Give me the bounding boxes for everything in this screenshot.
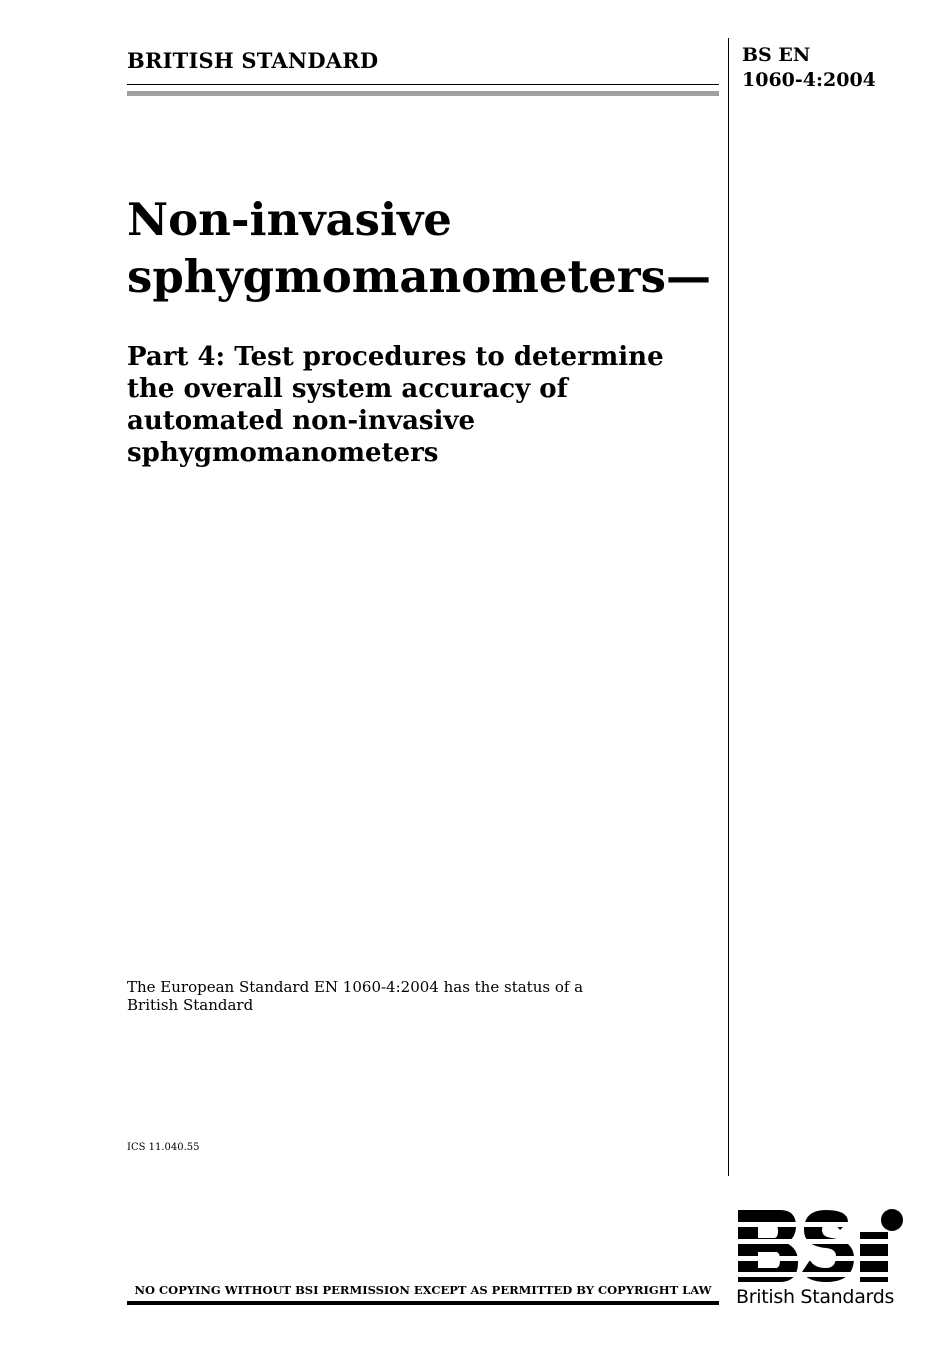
copyright-notice: NO COPYING WITHOUT BSI PERMISSION EXCEPT AS PERMITTED BY COPYRIGHT LAW (134, 1283, 712, 1297)
standard-number-line2: 1060-4:2004 (742, 69, 876, 91)
title-line1: Non-invasive (127, 193, 452, 246)
bsi-wordmark-icon (736, 1208, 906, 1284)
status-note-line2: British Standard (127, 996, 254, 1014)
logo-caption: British Standards (736, 1286, 895, 1308)
header-label: BRITISH STANDARD (127, 48, 379, 73)
subtitle-line4: sphygmomanometers (127, 438, 439, 468)
status-note-line1: The European Standard EN 1060-4:2004 has the status of a (127, 978, 584, 996)
ics-code: ICS 11.040.55 (127, 1142, 200, 1153)
document-subtitle (127, 341, 722, 469)
subtitle-line2: the overall system accuracy of (127, 374, 568, 404)
standard-number-line1: BS EN (742, 44, 811, 66)
header-rule-thin (127, 84, 719, 85)
document-title (127, 191, 722, 305)
footer-rule (127, 1301, 719, 1305)
vertical-divider (728, 38, 729, 1176)
title-line2: sphygmomanometers— (127, 250, 711, 303)
subtitle-line3: automated non-invasive (127, 406, 476, 436)
status-note (127, 978, 583, 1014)
standard-number (742, 43, 876, 93)
subtitle-line1: Part 4: Test procedures to determine (127, 342, 664, 372)
header-rule-thick (127, 91, 719, 96)
